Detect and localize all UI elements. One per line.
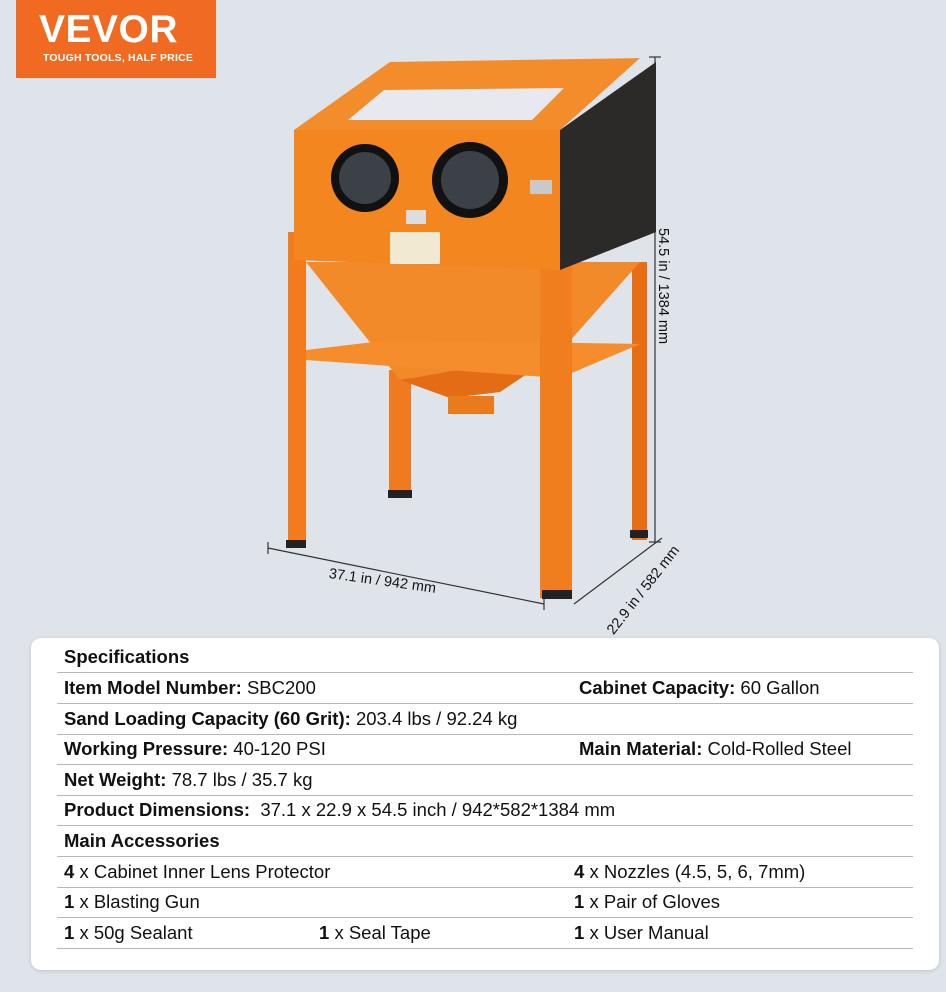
height-dimension-label: 54.5 in / 1384 mm: [655, 228, 671, 345]
item-text: x Pair of Gloves: [589, 891, 721, 912]
foot-pad: [388, 490, 412, 498]
spec-heading-row: [57, 642, 913, 673]
item-text: x Nozzles (4.5, 5, 6, 7mm): [589, 861, 806, 882]
spec-row: [57, 704, 913, 735]
warning-label: [390, 232, 440, 264]
item-qty: 4: [64, 861, 75, 882]
item-qty: 4: [574, 861, 585, 882]
width-dimension-label: 37.1 in / 942 mm: [327, 566, 437, 597]
item-qty: 1: [319, 922, 330, 943]
item-qty: 1: [64, 922, 75, 943]
list-item: [574, 922, 709, 944]
back-right-leg: [632, 262, 647, 540]
list-item: [64, 891, 200, 913]
item-text: x Blasting Gun: [79, 891, 200, 912]
spec-label: Working Pressure:: [64, 738, 229, 759]
spec-row: [57, 795, 913, 826]
item-qty: 1: [574, 922, 585, 943]
list-item: [574, 861, 805, 883]
accessory-row: [57, 887, 913, 918]
item-qty: 1: [64, 891, 75, 912]
spec-label: Item Model Number:: [64, 677, 242, 698]
depth-dimension-label: 22.9 in / 582 mm: [604, 542, 684, 638]
front-right-leg: [540, 246, 572, 598]
spec-row: [57, 734, 913, 765]
list-item: [319, 922, 431, 944]
spec-value: 40-120 PSI: [233, 738, 326, 759]
item-text: x Cabinet Inner Lens Protector: [79, 861, 331, 882]
item-text: x Seal Tape: [334, 922, 431, 943]
list-item: [64, 861, 330, 883]
foot-pad: [542, 590, 572, 599]
item-text: x 50g Sealant: [79, 922, 193, 943]
foot-pad: [286, 540, 306, 548]
spec-value: Cold-Rolled Steel: [707, 738, 852, 759]
foot-pad: [630, 530, 648, 538]
logo-tagline: TOUGH TOOLS, HALF PRICE: [43, 52, 194, 64]
spec-heading: Specifications: [64, 646, 190, 667]
spec-label: Net Weight:: [64, 769, 167, 790]
door-latch: [530, 180, 552, 194]
accessory-row: [57, 857, 913, 888]
logo-brand-name: VEVOR: [39, 8, 179, 51]
spec-row: [57, 765, 913, 796]
glove-port-left-inner: [339, 152, 391, 204]
item-text: x User Manual: [589, 922, 709, 943]
accessories-heading-row: [57, 826, 913, 857]
hopper-outlet: [448, 396, 494, 414]
back-left-leg: [389, 370, 411, 498]
rating-plate: [406, 210, 426, 224]
glove-port-right-inner: [441, 151, 499, 209]
spec-label: Sand Loading Capacity (60 Grit):: [64, 708, 351, 729]
spec-value: 78.7 lbs / 35.7 kg: [171, 769, 313, 790]
list-item: [64, 922, 193, 944]
spec-label: Main Material:: [579, 738, 703, 759]
spec-value: 60 Gallon: [740, 677, 820, 698]
spec-value: 203.4 lbs / 92.24 kg: [355, 708, 518, 729]
spec-value: SBC200: [246, 677, 316, 698]
accessory-row: [57, 918, 913, 949]
item-qty: 1: [574, 891, 585, 912]
spec-row: [57, 673, 913, 704]
spec-label: Cabinet Capacity:: [579, 677, 736, 698]
spec-label: Product Dimensions:: [64, 799, 251, 820]
spec-value: 37.1 x 22.9 x 54.5 inch / 942*582*1384 mm: [260, 799, 616, 820]
front-left-leg: [288, 232, 306, 544]
list-item: [574, 891, 720, 913]
specifications-card: [31, 638, 939, 970]
accessories-heading: Main Accessories: [64, 830, 220, 851]
